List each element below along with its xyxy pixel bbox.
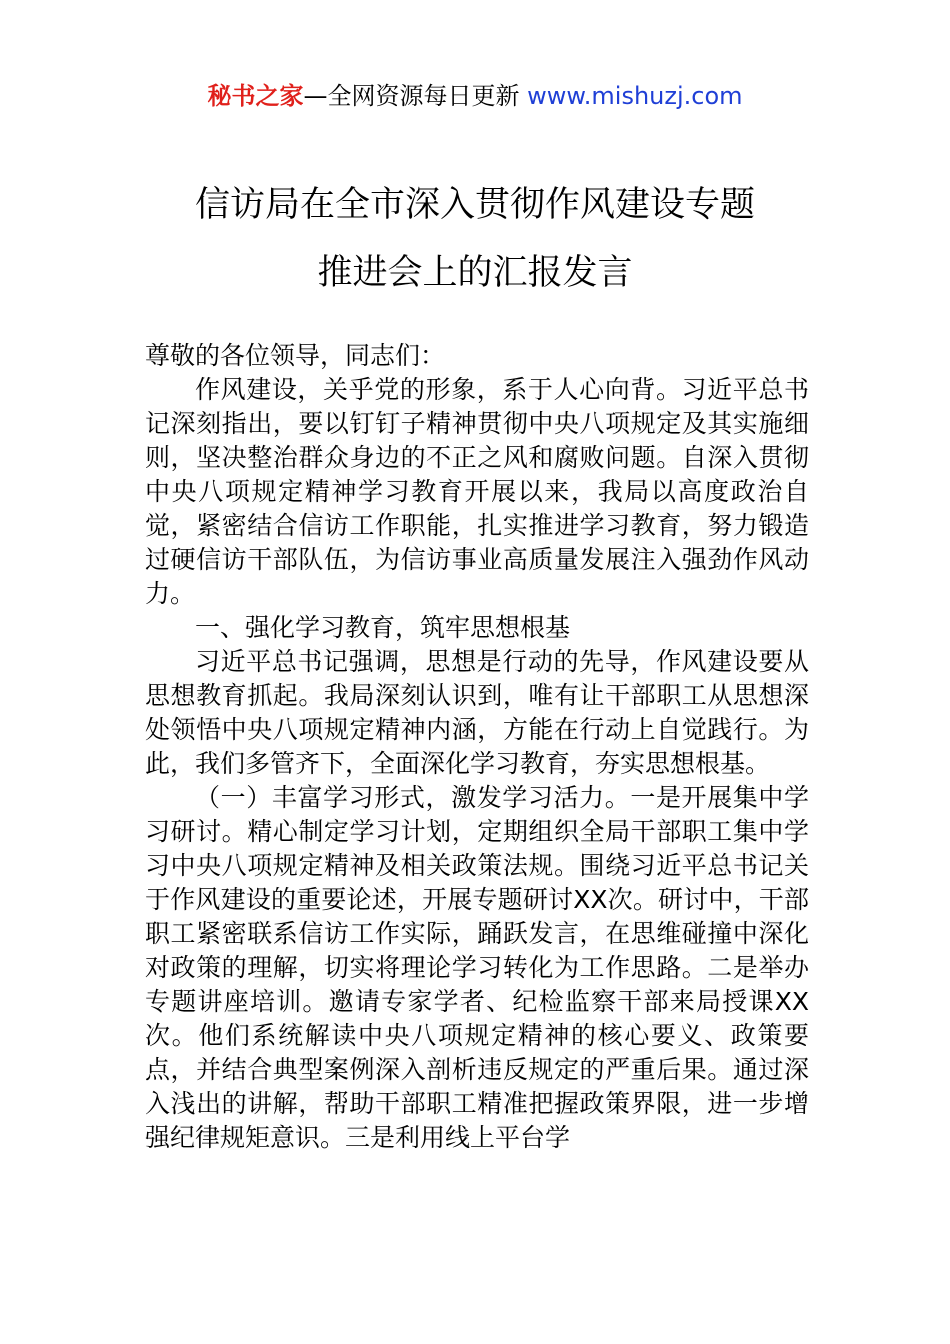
brand-name: 秘书之家 bbox=[207, 82, 304, 110]
paragraph: （一）丰富学习形式，激发学习活力。一是开展集中学习研讨。精心制定学习计划，定期组织全局干部职工集中学习中央八项规定精神及相关政策法规。围绕习近平总书记关于作风建设的重要论述，开展专题研讨XX次。研讨中，干部职工紧密联系信访工作实际，踊跃发言，在思维碰撞中深化对政策的理解，切实将理论学习转化为工作思路。二是举办专题讲座培训。邀请专家学者、纪检监察干部来局授课XX次。他们系统解读中央八项规定精神的核心要义、政策要点，并结合典型案例深入剖析违反规定的严重后果。通过深入浅出的讲解，帮助干部职工精准把握政策界限，进一步增强纪律规矩意识。三是利用线上平台学 bbox=[145, 783, 809, 1152]
header-slogan: —全网资源每日更新 bbox=[303, 82, 520, 110]
salutation: 尊敬的各位领导，同志们： bbox=[145, 341, 446, 370]
section-heading: 一、强化学习教育，筑牢思想根基 bbox=[195, 613, 571, 642]
document-body bbox=[145, 339, 809, 1155]
paragraph: 作风建设，关乎党的形象，系于人心向背。习近平总书记深刻指出，要以钉钉子精神贯彻中央八项规定及其实施细则，坚决整治群众身边的不正之风和腐败问题。自深入贯彻中央八项规定精神学习教育开展以来，我局以高度政治自觉，紧密结合信访工作职能，扎实推进学习教育，努力锻造过硬信访干部队伍，为信访事业高质量发展注入强劲作风动力。 bbox=[145, 375, 809, 608]
site-url-link[interactable]: www.mishuzj.com bbox=[527, 82, 743, 110]
document-title-line-1: 信访局在全市深入贯彻作风建设专题 bbox=[194, 185, 755, 225]
document-title-line-2: 推进会上的汇报发言 bbox=[317, 253, 633, 293]
site-header bbox=[0, 80, 950, 112]
paragraph: 习近平总书记强调，思想是行动的先导，作风建设要从思想教育抓起。我局深刻认识到，唯有让干部职工从思想深处领悟中央八项规定精神内涵，方能在行动上自觉践行。为此，我们多管齐下，全面深化学习教育，夯实思想根基。 bbox=[145, 647, 809, 778]
